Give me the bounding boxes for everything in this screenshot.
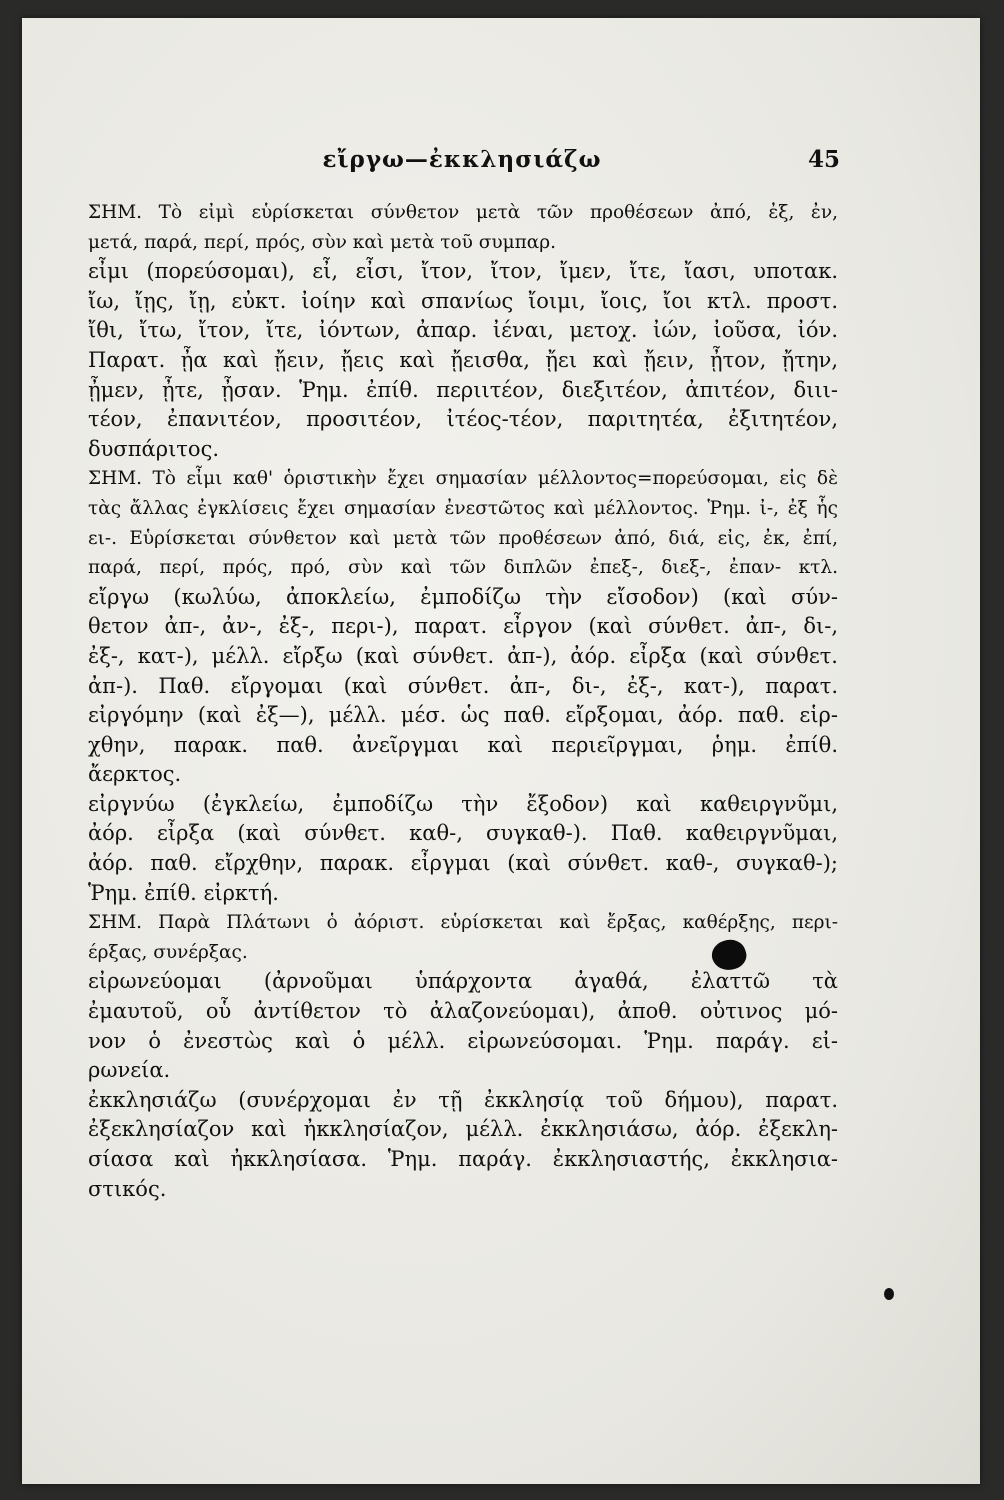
text-line: χθην, παρακ. παθ. ἀνεῖργμαι καὶ περιεῖργμαι, ῥημ. ἐπίθ. — [88, 732, 838, 757]
dictionary-text — [88, 198, 838, 1204]
text-line: εἰρωνεύομαι (ἀρνοῦμαι ὑπάρχοντα ἀγαθά, ἐλαττῶ τὰ — [88, 969, 838, 994]
text-line: θετον ἀπ-, ἀν-, ἐξ-, περι-), παρατ. εἶργον (καὶ σύνθετ. ἀπ-, δι-, — [88, 614, 838, 639]
text-line: εἰργόμην (καὶ ἐξ—), μέλλ. μέσ. ὡς παθ. εἴρξομαι, ἀόρ. παθ. εἱρ- — [88, 703, 838, 728]
page-number: 45 — [807, 146, 840, 173]
text-line: ἐμαυτοῦ, οὗ ἀντίθετον τὸ ἀλαζονεύομαι), ἀποθ. οὐτινος μό- — [88, 999, 838, 1024]
text-line: εἰργνύω (ἐγκλείω, ἐμποδίζω τὴν ἔξοδον) καὶ καθειργνῦμι, — [88, 791, 838, 816]
text-line: δυσπάριτος. — [88, 436, 220, 461]
running-header — [22, 146, 980, 182]
text-line: σίασα καὶ ἠκκλησίασα. Ῥημ. παράγ. ἐκκλησιαστής, ἐκκλησια- — [88, 1147, 838, 1171]
text-line: ΣΗΜ. Τὸ εἰμὶ εὑρίσκεται σύνθετον μετὰ τῶν προθέσεων ἀπό, ἐξ, ἐν, — [88, 202, 838, 223]
text-line: ἴω, ἴῃς, ἴῃ, εὐκτ. ἰοίην καὶ σπανίως ἴοιμι, ἴοις, ἴοι κτλ. προστ. — [88, 288, 838, 313]
text-line: ἀόρ. παθ. εἴρχθην, παρακ. εἶργμαι (καὶ σύνθετ. καθ-, συγκαθ-); — [88, 851, 838, 876]
text-line: ρωνεία. — [88, 1058, 171, 1083]
text-line: τέον, ἐπανιτέον, προσιτέον, ἰτέος-τέον, παριτητέα, ἐξιτητέον, — [88, 407, 838, 432]
text-line: ἐξεκλησίαζον καὶ ἠκκλησίαζον, μέλλ. ἐκκλησιάσω, ἀόρ. ἐξεκλη- — [88, 1117, 838, 1142]
text-line: ἀόρ. εἶρξα (καὶ σύνθετ. καθ-, συγκαθ-). Παθ. καθειργνῦμαι, — [88, 821, 838, 846]
text-line: ἀπ-). Παθ. εἴργομαι (καὶ σύνθετ. ἀπ-, δι-, ἐξ-, κατ-), παρατ. — [88, 673, 838, 698]
text-line: Ῥημ. ἐπίθ. εἰρκτή. — [88, 880, 279, 905]
text-line: ἐξ-, κατ-), μέλλ. εἴρξω (καὶ σύνθετ. ἀπ-), ἀόρ. εἶρξα (καὶ σύνθετ. — [88, 643, 838, 668]
text-line: μετά, παρά, περί, πρός, σὺν καὶ μετὰ τοῦ συμπαρ. — [88, 231, 557, 253]
text-line: ἴθι, ἴτω, ἴτον, ἴτε, ἰόντων, ἀπαρ. ἰέναι, μετοχ. ἰών, ἰοῦσα, ἰόν. — [88, 318, 838, 343]
text-line: ἐκκλησιάζω (συνέρχομαι ἐν τῇ ἐκκλησίᾳ τοῦ δήμου), παρατ. — [88, 1087, 838, 1112]
text-line: εἴργω (κωλύω, ἀποκλείω, ἐμποδίζω τὴν εἴσοδον) (καὶ σύν- — [88, 584, 838, 609]
text-line: έρξας, συνέρξας. — [88, 941, 248, 963]
text-line: στικός. — [88, 1176, 167, 1201]
text-line: ἄερκτος. — [88, 762, 182, 787]
text-line: εἶμι (πορεύσομαι), εἶ, εἶσι, ἴτον, ἴτον, ἴμεν, ἴτε, ἴασι, υποτακ. — [88, 259, 838, 284]
text-line: Παρατ. ᾖα καὶ ᾔειν, ᾔεις καὶ ᾔεισθα, ᾔει καὶ ᾔειν, ᾖτον, ᾔτην, — [88, 347, 838, 372]
text-line: ει-. Εὑρίσκεται σύνθετον καὶ μετὰ τῶν προθέσεων ἀπό, διά, εἰς, ἐκ, ἐπί, — [88, 527, 838, 549]
text-line: ΣΗΜ. Τὸ εἶμι καθ' ὁριστικὴν ἔχει σημασίαν μέλλοντος=πορεύσομαι, εἰς δὲ — [88, 468, 838, 490]
text-line: παρά, περί, πρός, πρό, σὺν καὶ τῶν διπλῶν ἐπεξ-, διεξ-, ἐπαν- κτλ. — [88, 557, 838, 579]
ink-dot — [884, 1288, 894, 1300]
text-line: ᾖμεν, ᾖτε, ᾖσαν. Ῥημ. ἐπίθ. περιιτέον, διεξιτέον, ἀπιτέον, διιι- — [88, 377, 838, 402]
text-line: τὰς ἄλλας ἐγκλίσεις ἔχει σημασίαν ἐνεστῶτος καὶ μέλλοντος. Ῥημ. ἰ-, ἐξ ἧς — [88, 497, 838, 519]
header-title: εἴργω—ἐκκλησιάζω — [322, 146, 602, 173]
text-line: νον ὁ ἐνεστὼς καὶ ὁ μέλλ. εἰρωνεύσομαι. Ῥημ. παράγ. εἰ- — [88, 1028, 838, 1053]
book-page — [22, 18, 980, 1484]
text-line: ΣΗΜ. Παρὰ Πλάτωνι ὁ ἀόριστ. εὑρίσκεται καὶ ἔρξας, καθέρξης, περι- — [88, 912, 838, 934]
